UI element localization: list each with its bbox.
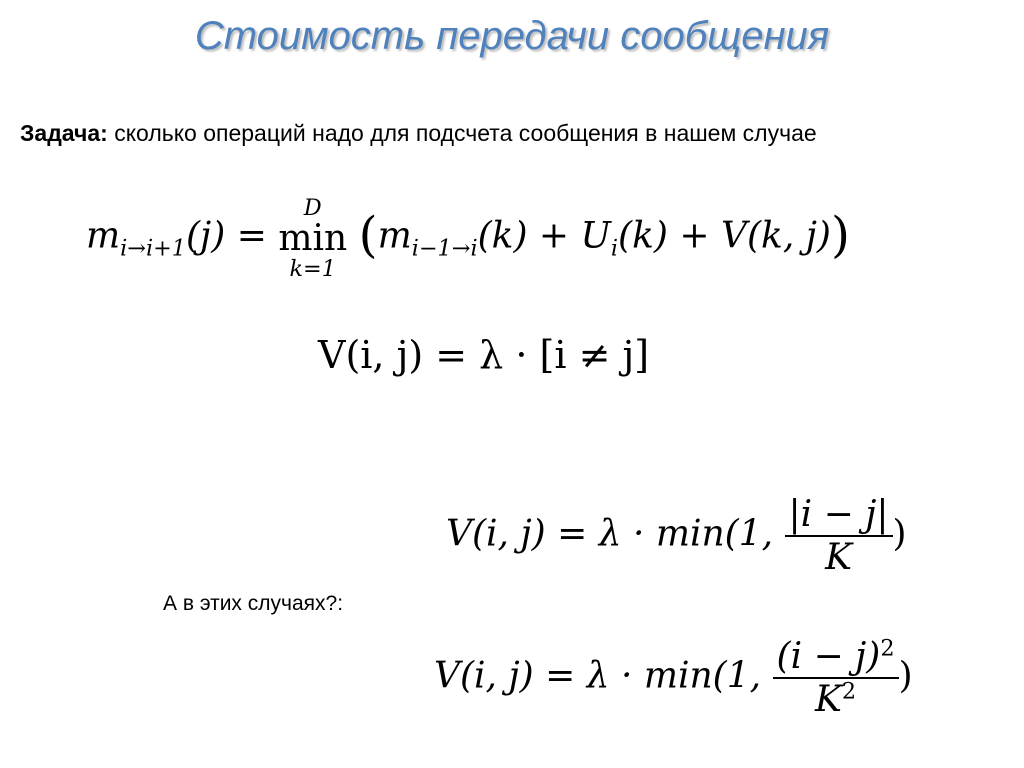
linear-close-paren: ) [892, 513, 907, 555]
linear-fraction [785, 494, 893, 579]
task-text: сколько операций надо для подсчета сообщения в нашем случае [114, 120, 817, 146]
term1-m: m [377, 215, 412, 257]
min-symbol: min [278, 217, 348, 259]
term2-subscript: i [610, 235, 619, 262]
lhs-argument: (j) = [186, 215, 267, 257]
quadratic-close-paren: ) [898, 655, 913, 697]
quadratic-denominator-exponent: 2 [841, 679, 857, 706]
close-paren: ) [830, 207, 850, 264]
term1-subscript: i−1→i [411, 235, 478, 262]
quadratic-denominator-base: K [814, 679, 842, 721]
truncated-quadratic-formula [434, 636, 913, 721]
min-upper-limit: D [303, 195, 322, 221]
quadratic-numerator-base: (i − j) [776, 636, 881, 677]
slide-title: Стоимость передачи сообщения [194, 14, 830, 58]
task-label: Задача: [20, 120, 108, 146]
linear-numerator: |i − j| [785, 494, 893, 537]
lhs-subscript: i→i+1 [120, 235, 186, 262]
aside-question: А в этих случаях?: [163, 592, 344, 615]
quadratic-denominator [773, 679, 899, 720]
quadratic-lhs: V(i, j) = λ · min(1, [434, 655, 773, 697]
term1-argument: (k) + [477, 215, 581, 257]
min-operator [278, 196, 347, 281]
quadratic-fraction [773, 636, 899, 721]
linear-denominator: K [825, 537, 852, 579]
message-update-formula [86, 196, 850, 281]
quadratic-numerator-exponent: 2 [880, 635, 895, 662]
task-statement [20, 120, 817, 147]
min-lower-limit: k=1 [289, 255, 336, 282]
potts-formula: V(i, j) = λ · [i ≠ j] [318, 333, 650, 377]
linear-lhs: V(i, j) = λ · min(1, [446, 513, 785, 555]
quadratic-numerator [773, 636, 899, 679]
term2-u: U [580, 215, 611, 257]
term2-argument: (k) + V(k, j) [618, 215, 831, 257]
lhs-m: m [86, 215, 121, 257]
truncated-linear-formula [446, 494, 907, 579]
open-paren: ( [358, 207, 378, 264]
